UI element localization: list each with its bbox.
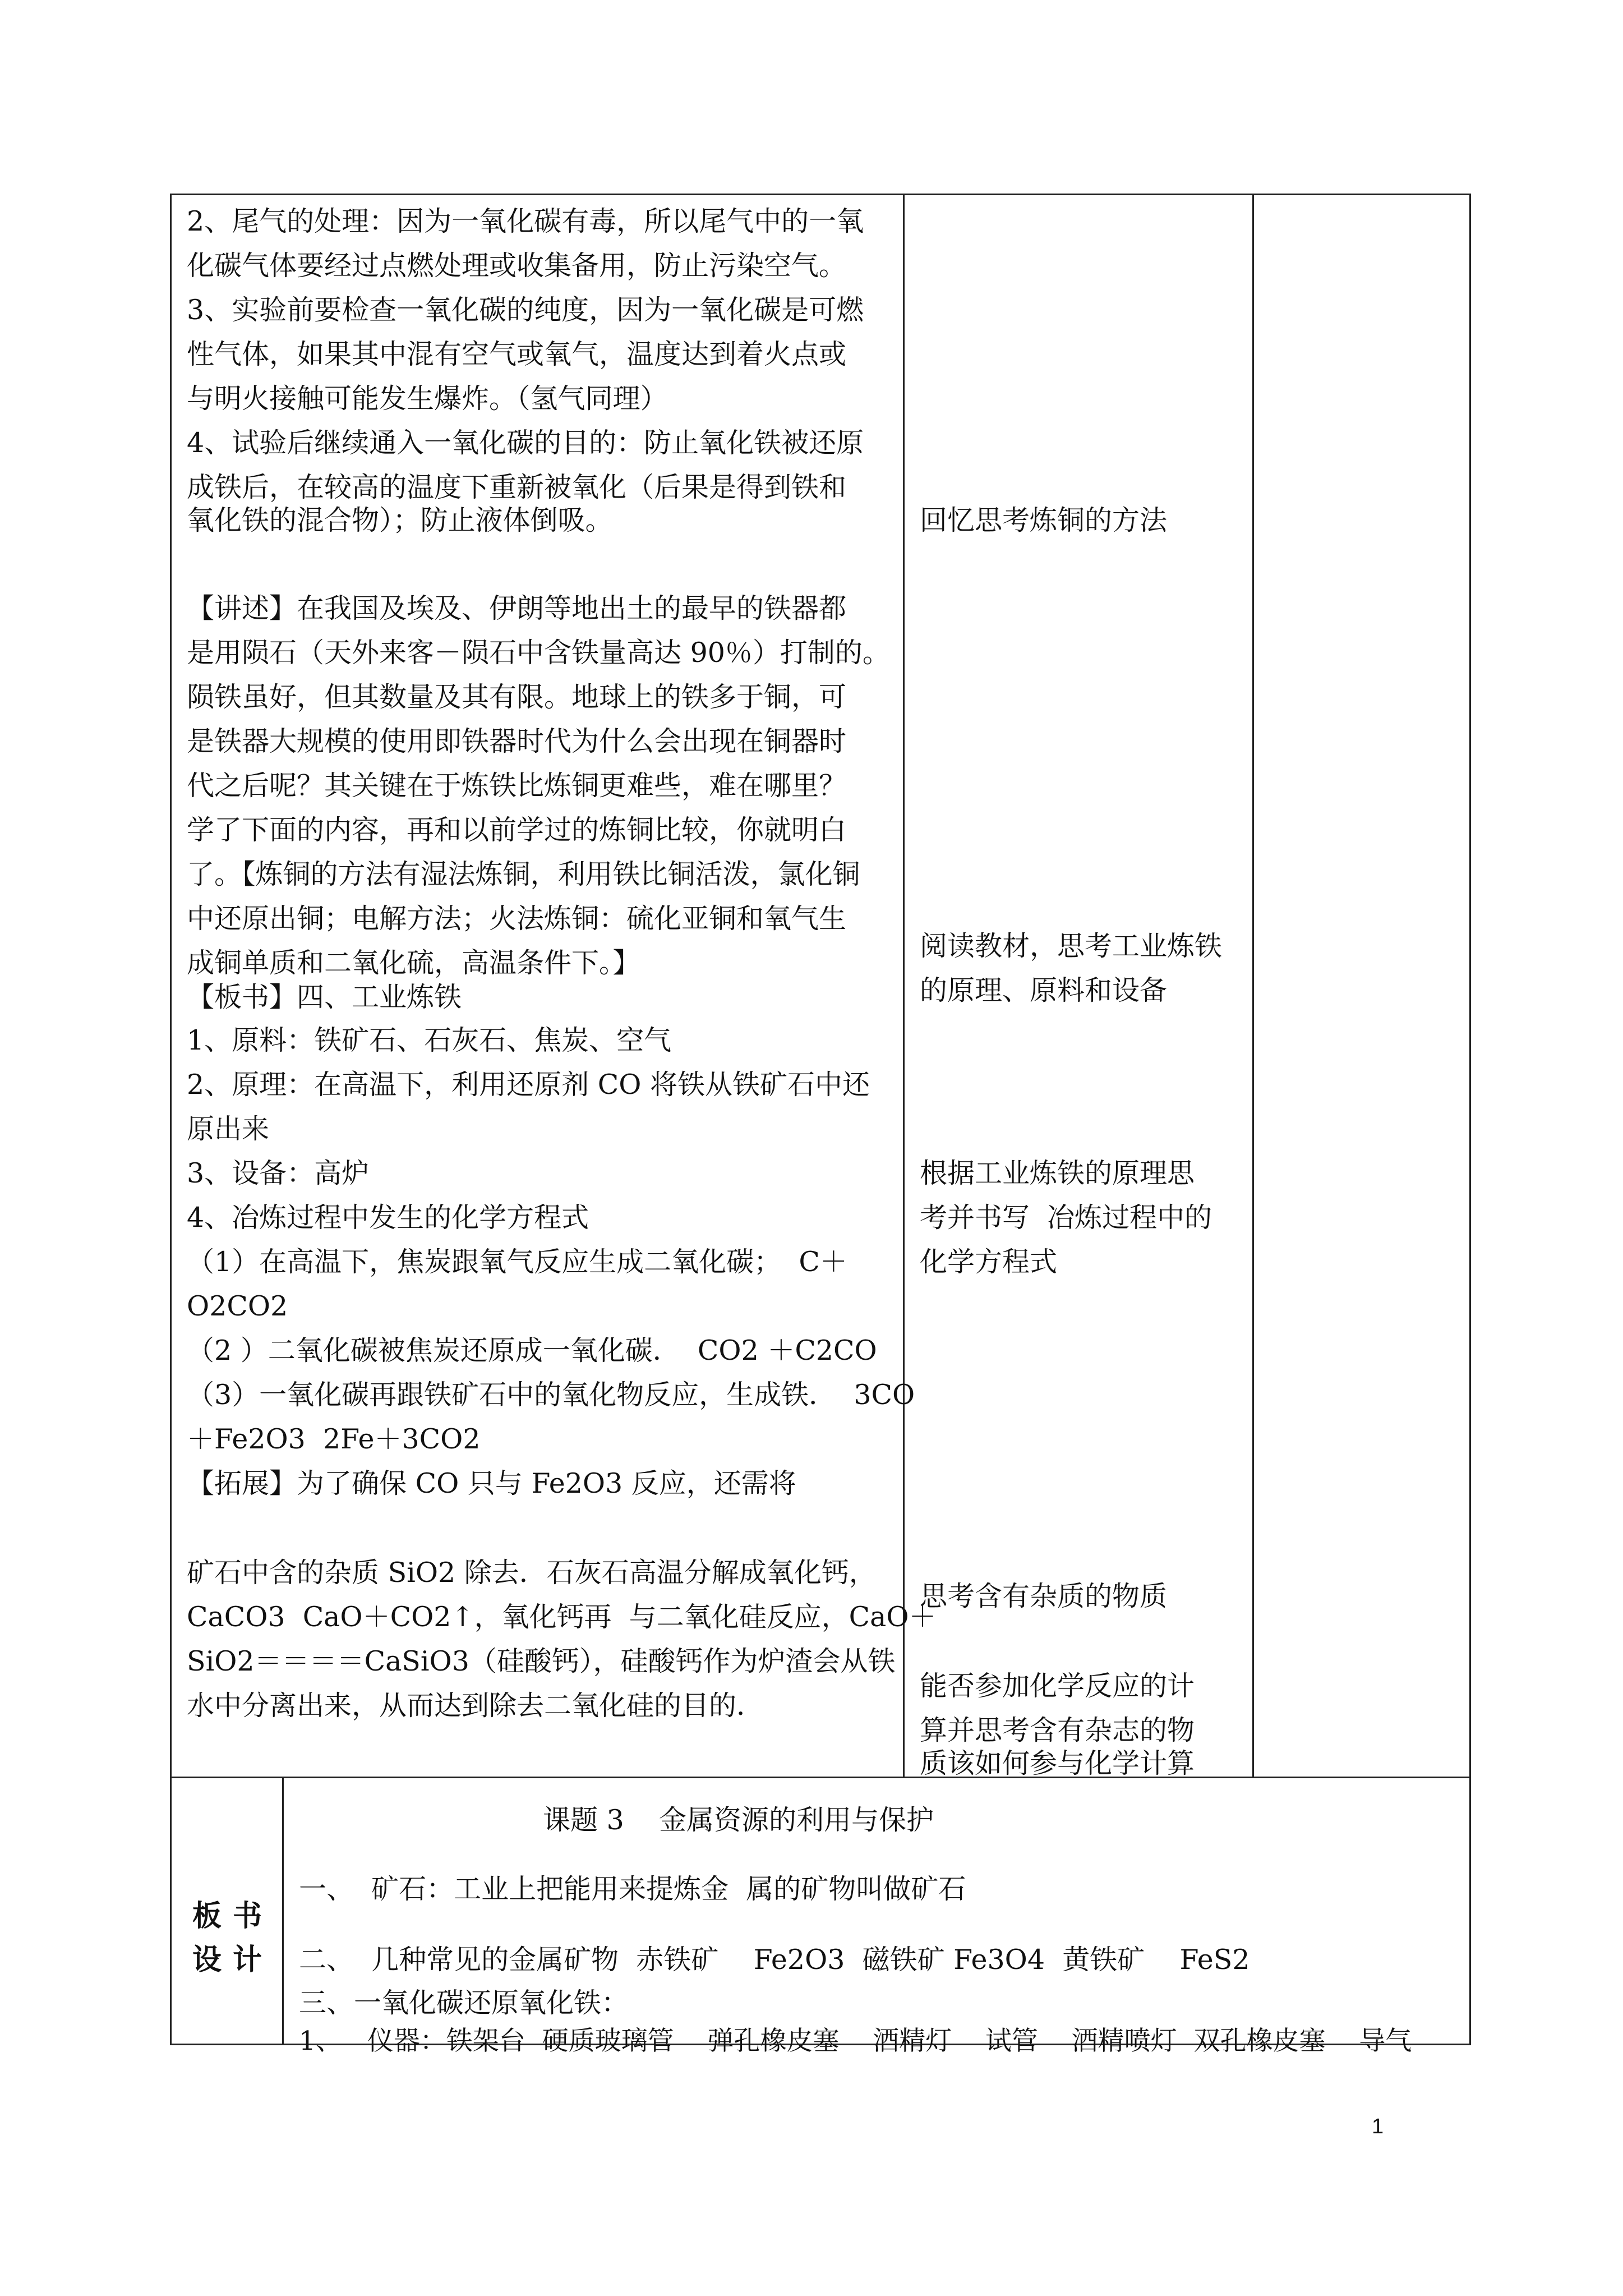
text-line: ＋Fe2O3 2Fe＋3CO2 [187, 1423, 481, 1455]
activity-text: 的原理、原料和设备 [920, 974, 1168, 1006]
activity-text: 回忆思考炼铜的方法 [920, 504, 1168, 536]
text-line: 氧化铁的混合物）；防止液体倒吸。 [187, 504, 613, 536]
column-divider-1 [903, 194, 905, 1778]
text-line: 是用陨石（天外来客－陨石中含铁量高达 90％）打制的。 [187, 637, 890, 669]
text-line: SiO2＝＝＝＝CaSiO3（硅酸钙），硅酸钙作为炉渣会从铁 [187, 1645, 896, 1677]
text-line: 2、尾气的处理：因为一氧化碳有毒，所以尾气中的一氧 [187, 205, 864, 237]
text-line: 性气体，如果其中混有空气或氧气，温度达到着火点或 [187, 338, 847, 370]
text-line: 与明火接触可能发生爆炸。（氢气同理） [187, 383, 668, 415]
board-line: 二、 几种常见的金属矿物 赤铁矿 Fe2O3 磁铁矿 Fe3O4 黄铁矿 FeS2 [299, 1944, 1250, 1976]
text-line: （3）一氧化碳再跟铁矿石中的氧化物反应，生成铁． 3CO [187, 1379, 915, 1411]
text-line: 【板书】四、工业炼铁 [187, 981, 462, 1013]
table-right-border [1469, 194, 1471, 2045]
text-line: 中还原出铜；电解方法；火法炼铜：硫化亚铜和氧气生 [187, 903, 847, 935]
column-divider-2 [1252, 194, 1254, 1778]
text-line: 【拓展】为了确保 CO 只与 Fe2O3 反应，还需将 [187, 1467, 796, 1499]
activity-text: 根据工业炼铁的原理思 [920, 1157, 1195, 1189]
text-line: 原出来 [187, 1113, 270, 1145]
text-line: （1）在高温下，焦炭跟氧气反应生成二氧化碳； C＋ [187, 1246, 847, 1278]
text-line: 成铁后，在较高的温度下重新被氧化（后果是得到铁和 [187, 471, 847, 503]
text-line: 代之后呢？其关键在于炼铁比炼铜更难些，难在哪里？ [187, 770, 847, 802]
text-line: （2 ）二氧化碳被焦炭还原成一氧化碳． CO2 ＋C2CO [187, 1335, 877, 1366]
text-line: 【讲述】在我国及埃及、伊朗等地出土的最早的铁器都 [187, 592, 847, 624]
activity-text: 化学方程式 [920, 1246, 1058, 1278]
text-line: 化碳气体要经过点燃处理或收集备用，防止污染空气。 [187, 250, 847, 282]
activity-text: 能否参加化学反应的计 [920, 1670, 1195, 1702]
board-design-label: 板书 [192, 1899, 274, 1933]
text-line: O2CO2 [187, 1290, 288, 1322]
text-line: 1、原料：铁矿石、石灰石、焦炭、空气 [187, 1024, 672, 1056]
activity-text: 算并思考含有杂志的物 [920, 1714, 1195, 1746]
text-line: 矿石中含的杂质 SiO2 除去．石灰石高温分解成氧化钙， [187, 1557, 877, 1589]
activity-text: 考并书写 冶炼过程中的 [920, 1202, 1212, 1234]
board-line: 三、一氧化碳还原氧化铁： [299, 1987, 629, 2019]
text-line: 2、原理：在高温下，利用还原剂 CO 将铁从铁矿石中还 [187, 1069, 870, 1101]
text-line: 成铜单质和二氧化硫，高温条件下。】 [187, 947, 640, 979]
activity-text: 思考含有杂质的物质 [920, 1580, 1168, 1612]
activity-text: 阅读教材，思考工业炼铁 [920, 930, 1223, 962]
text-line: 3、实验前要检查一氧化碳的纯度，因为一氧化碳是可燃 [187, 294, 864, 326]
activity-text: 质该如何参与化学计算 [920, 1747, 1195, 1779]
board-design-label: 设计 [192, 1943, 274, 1977]
text-line: CaCO3 CaO＋CO2↑，氧化钙再 与二氧化硅反应，CaO＋ [187, 1601, 937, 1633]
text-line: 陨铁虽好，但其数量及其有限。地球上的铁多于铜，可 [187, 681, 847, 713]
text-line: 了。【炼铜的方法有湿法炼铜，利用铁比铜活泼，氯化铜 [187, 858, 860, 890]
board-title: 课题 3 金属资源的利用与保护 [543, 1804, 934, 1836]
text-line: 4、冶炼过程中发生的化学方程式 [187, 1202, 589, 1234]
table-left-border [170, 194, 172, 2045]
board-line: 1、 仪器：铁架台 硬质玻璃管 弹孔橡皮塞 酒精灯 试管 酒精喷灯 双孔橡皮塞 导气 [299, 2026, 1412, 2056]
text-line: 3、设备：高炉 [187, 1157, 370, 1189]
text-line: 是铁器大规模的使用即铁器时代为什么会出现在铜器时 [187, 725, 847, 757]
page-number: 1 [1372, 2115, 1384, 2138]
table-row-divider [170, 1777, 1471, 1778]
text-line: 4、试验后继续通入一氧化碳的目的：防止氧化铁被还原 [187, 427, 864, 459]
board-line: 一、 矿石：工业上把能用来提炼金 属的矿物叫做矿石 [299, 1873, 966, 1905]
table-top-border [170, 194, 1471, 195]
text-line: 水中分离出来，从而达到除去二氧化硅的目的． [187, 1690, 764, 1722]
text-line: 学了下面的内容，再和以前学过的炼铜比较，你就明白 [187, 814, 847, 846]
board-label-divider [282, 1777, 284, 2045]
